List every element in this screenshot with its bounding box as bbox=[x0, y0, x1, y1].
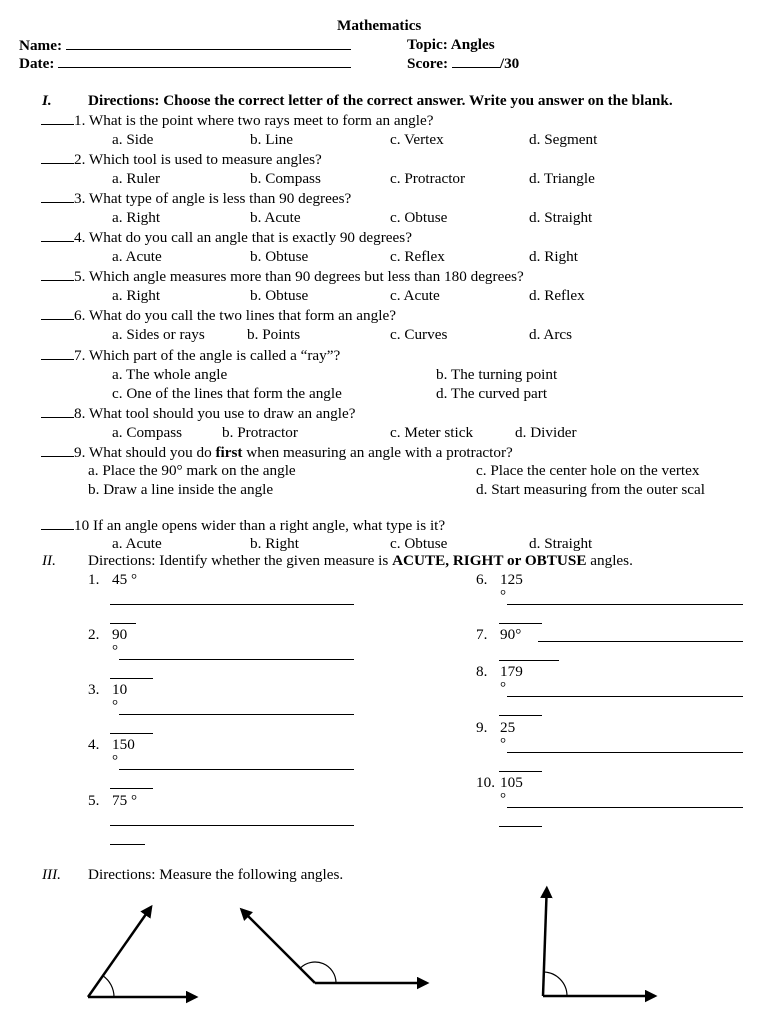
choice: d. Straight bbox=[529, 535, 593, 552]
angle-arm-ray bbox=[543, 888, 547, 996]
choice: b. Obtuse bbox=[250, 287, 309, 304]
choice: a. Place the 90° mark on the angle bbox=[88, 462, 296, 479]
part3-numeral: III. bbox=[42, 866, 61, 883]
choice: d. Start measuring from the outer scal bbox=[476, 481, 706, 498]
measure-value: 150 bbox=[112, 736, 135, 753]
item-number: 9. bbox=[476, 719, 488, 736]
item-number: 3. bbox=[88, 681, 100, 698]
question-8: 8. What tool should you use to draw an angle? bbox=[41, 403, 355, 424]
degree-symbol: ° bbox=[112, 642, 119, 659]
angle-figure-2 bbox=[241, 909, 427, 983]
item-number: 1. bbox=[88, 571, 100, 588]
part1-numeral: I. bbox=[42, 92, 52, 109]
choice: a. The whole angle bbox=[112, 366, 228, 383]
choice: d. Right bbox=[529, 248, 578, 265]
degree-symbol: ° bbox=[500, 735, 507, 752]
choice: a. Side bbox=[112, 131, 154, 148]
angle-figure-1 bbox=[88, 907, 196, 997]
choice: a. Ruler bbox=[112, 170, 161, 187]
choice: b. Line bbox=[250, 131, 294, 148]
choice: d. Divider bbox=[515, 424, 577, 441]
angle-arc bbox=[103, 976, 114, 997]
worksheet-title: Mathematics bbox=[337, 17, 422, 34]
choice: d. The curved part bbox=[436, 385, 548, 402]
choice: a. Right bbox=[112, 209, 161, 226]
choice: d. Straight bbox=[529, 209, 593, 226]
item-number: 2. bbox=[88, 626, 100, 643]
degree-symbol: ° bbox=[500, 790, 507, 807]
topic-label: Topic: Angles bbox=[407, 36, 495, 53]
question-7: 7. Which part of the angle is called a “ray”? bbox=[41, 345, 340, 366]
choice: a. Compass bbox=[112, 424, 183, 441]
angle-figure-3 bbox=[543, 888, 655, 996]
choice: d. Segment bbox=[529, 131, 598, 148]
degree-symbol: ° bbox=[500, 679, 507, 696]
part2-directions: Directions: Identify whether the given measure is ACUTE, RIGHT or OBTUSE angles. bbox=[88, 552, 633, 569]
choice: b. Protractor bbox=[222, 424, 298, 441]
choice: b. The turning point bbox=[436, 366, 558, 383]
choice: d. Arcs bbox=[529, 326, 573, 343]
score-label: Score: /30 bbox=[407, 55, 520, 72]
measure-value: 90 bbox=[112, 626, 128, 643]
question-3: 3. What type of angle is less than 90 degrees? bbox=[41, 188, 351, 209]
question-4: 4. What do you call an angle that is exactly 90 degrees? bbox=[41, 227, 412, 248]
part2-numeral: II. bbox=[42, 552, 56, 569]
choice: d. Reflex bbox=[529, 287, 585, 304]
measure-value: 45 ° bbox=[112, 571, 138, 588]
measure-value: 10 bbox=[112, 681, 128, 698]
choice: c. Place the center hole on the vertex bbox=[476, 462, 700, 479]
choice: c. Curves bbox=[390, 326, 448, 343]
choice: b. Points bbox=[247, 326, 301, 343]
question-2: 2. Which tool is used to measure angles? bbox=[41, 149, 322, 170]
name-label: Name: bbox=[19, 35, 351, 56]
choice: c. Meter stick bbox=[390, 424, 474, 441]
item-number: 8. bbox=[476, 663, 488, 680]
choice: c. Obtuse bbox=[390, 535, 448, 552]
measure-value: 25 bbox=[500, 719, 516, 736]
choice: a. Sides or rays bbox=[112, 326, 205, 343]
measure-value: 125 bbox=[500, 571, 523, 588]
choice: a. Acute bbox=[112, 248, 162, 265]
question-6: 6. What do you call the two lines that form an angle? bbox=[41, 305, 396, 326]
item-number: 10. bbox=[476, 774, 495, 791]
item-number: 7. bbox=[476, 626, 488, 643]
measure-value: 90° bbox=[500, 626, 522, 643]
angle-arm-ray bbox=[88, 907, 151, 997]
item-number: 5. bbox=[88, 792, 100, 809]
question-5: 5. Which angle measures more than 90 degrees but less than 180 degrees? bbox=[41, 266, 524, 287]
choice: b. Compass bbox=[250, 170, 321, 187]
choice: c. Vertex bbox=[390, 131, 444, 148]
choice: b. Right bbox=[250, 535, 299, 552]
part3-directions: Directions: Measure the following angles. bbox=[88, 866, 344, 883]
item-number: 4. bbox=[88, 736, 100, 753]
choice: a. Right bbox=[112, 287, 161, 304]
item-number: 6. bbox=[476, 571, 488, 588]
angle-arc bbox=[544, 972, 567, 996]
choice: c. Acute bbox=[390, 287, 440, 304]
choice: b. Obtuse bbox=[250, 248, 309, 265]
part1-directions: Directions: Choose the correct letter of the correct answer. Write you answer on the blank. bbox=[88, 92, 673, 109]
degree-symbol: ° bbox=[112, 697, 119, 714]
measure-value: 75 ° bbox=[112, 792, 138, 809]
question-10: 10 If an angle opens wider than a right angle, what type is it? bbox=[41, 515, 445, 536]
date-label: Date: bbox=[19, 53, 351, 74]
choice: c. Obtuse bbox=[390, 209, 448, 226]
measure-value: 105 bbox=[500, 774, 523, 791]
choice: a. Acute bbox=[112, 535, 162, 552]
choice: c. Protractor bbox=[390, 170, 466, 187]
question-1: 1. What is the point where two rays meet to form an angle? bbox=[41, 110, 433, 131]
choice: b. Draw a line inside the angle bbox=[88, 481, 274, 498]
choice: c. One of the lines that form the angle bbox=[112, 385, 342, 402]
measure-value: 179 bbox=[500, 663, 523, 680]
choice: b. Acute bbox=[250, 209, 301, 226]
choice: d. Triangle bbox=[529, 170, 595, 187]
choice: c. Reflex bbox=[390, 248, 445, 265]
degree-symbol: ° bbox=[112, 752, 119, 769]
angle-arm-ray bbox=[241, 909, 315, 983]
degree-symbol: ° bbox=[500, 587, 507, 604]
question-9: 9. What should you do first when measuring an angle with a protractor? bbox=[41, 442, 513, 463]
